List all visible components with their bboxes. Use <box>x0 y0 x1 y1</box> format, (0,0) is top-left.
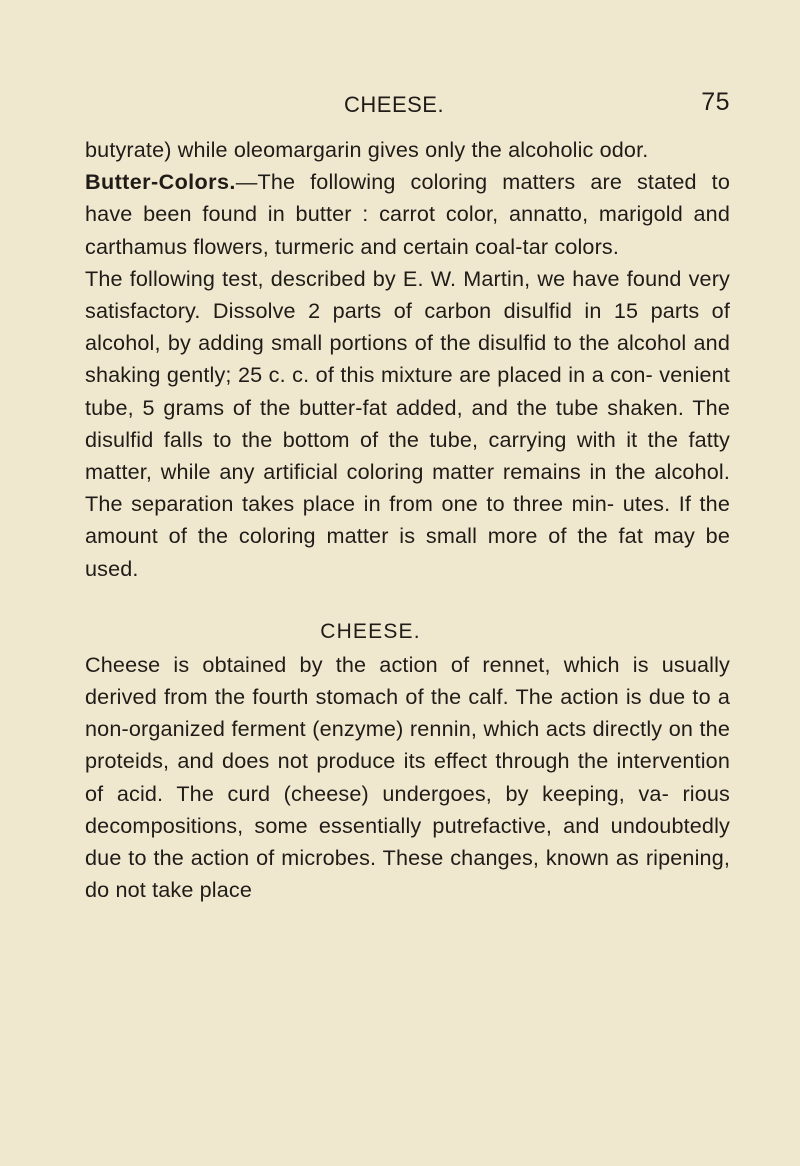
running-title: CHEESE. <box>344 92 445 117</box>
run-in-heading-butter-colors: Butter-Colors. <box>85 169 236 195</box>
running-header <box>85 84 730 124</box>
body-text <box>85 134 730 906</box>
paragraph-cheese-text: Cheese is obtained by the action of rennet, which is usually derived from the fourth stomach of the calf. The action is due to a non-organized ferment (enzyme) rennin, which acts directly on the proteids, and does not produce its effect through the intervention of acid. The curd (cheese) undergoes, by keeping, va- rious decompositions, some essentially putrefactive, and undoubtedly due to the action of microbes. These changes, known as ripening, do not take place <box>85 651 730 903</box>
section-title-text: CHEESE. <box>320 619 421 643</box>
paragraph-butter-colors-text: —The following coloring matters are stated to have been found in butter : carrot color, annatto, marigold and carthamus flowers, turmeric and certain coal-tar colors. <box>85 169 730 259</box>
paragraph-odor <box>85 134 730 166</box>
paragraph-odor-text: butyrate) while oleomargarin gives only the alcoholic odor. <box>85 137 649 162</box>
section-title-cheese <box>85 614 730 649</box>
paragraph-butter-colors <box>85 166 730 263</box>
paragraph-martin-test <box>85 263 730 585</box>
page-number: 75 <box>701 88 730 116</box>
paragraph-martin-test-text: The following test, described by E. W. Martin, we have found very satisfactory. Dissolve 2 parts of carbon disulfid in 15 parts of alcohol, by adding small portions of the disulfid to the alcohol and shaking gently; 25 c. c. of this mixture are placed in a con- venient tube, 5 grams of the butter-fat added, and the tube shaken. The disulfid falls to the bottom of the tube, carrying with it the fatty matter, while any artificial coloring matter remains in the alcohol. The separation takes place in from one to three min- utes. If the amount of the coloring matter is small more of the fat may be used. <box>85 265 730 581</box>
paragraph-cheese <box>85 649 730 907</box>
